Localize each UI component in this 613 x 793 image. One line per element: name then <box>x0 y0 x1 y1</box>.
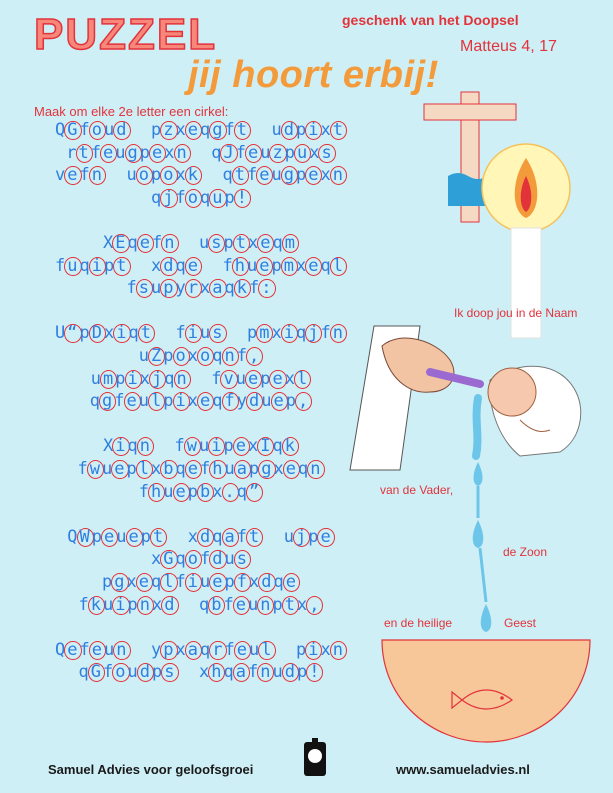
puzzle-line: U“pDxiqt fius pmxiqjfn <box>0 323 400 343</box>
puzzle-line: fuqipt xdqe fhuepmxeql <box>0 256 400 276</box>
puzzle-line: uZpoxoqnf, <box>0 346 400 366</box>
puzzle-line: qgfeulpixeqfyduep, <box>0 391 400 411</box>
puzzle-line: Qefeun ypxaqrfeul pixn <box>0 640 400 660</box>
gift-text: geschenk van het Doopsel <box>342 12 519 28</box>
puzzle-line: fwueplxbqefhuapgxeqn <box>0 459 400 479</box>
samuel-logo-icon <box>304 738 326 776</box>
instruction-text: Maak om elke 2e letter een cirkel: <box>34 104 229 119</box>
water-drops-icon <box>473 398 492 632</box>
footer-website[interactable]: www.samueladvies.nl <box>396 762 530 777</box>
puzzle-line: XEqefn usptxeqm <box>0 233 400 253</box>
puzzle-line: qGfoudps xhqafnudp! <box>0 662 400 682</box>
baptismal-font-icon <box>382 640 590 742</box>
puzzle-line: pgxeqlfiuepfxdqe <box>0 572 400 592</box>
puzzle-line: xGqofdus <box>0 549 400 569</box>
puzzle-line: fhuepbx.q” <box>0 482 400 502</box>
puzzle-line: QWpeuept xdqaft ujpe <box>0 527 400 547</box>
puzzle-line: qjfoqup! <box>0 188 400 208</box>
puzzle-line: Xiqn fwuipexIqk <box>0 436 400 456</box>
scripture-reference: Matteus 4, 17 <box>460 38 557 55</box>
baptism-label-spirit: Geest <box>504 616 537 630</box>
baptism-label-holy: en de heilige <box>384 616 453 630</box>
puzzle-line: fsupyrxaqkf: <box>0 278 400 298</box>
priest-hand-icon <box>350 326 480 470</box>
baby-icon <box>488 366 581 456</box>
footer-brand: Samuel Advies voor geloofsgroei <box>48 762 254 777</box>
page-title: PUZZEL <box>34 10 218 59</box>
puzzle-line: umpixjqn fvuepexl <box>0 369 400 389</box>
puzzle-line: QGfoud pzxeqgft udpixt <box>0 120 400 140</box>
puzzle-line: fkuipnxd qbfeunptx, <box>0 595 400 615</box>
baptism-label-son: de Zoon <box>503 545 548 559</box>
page-subtitle: jij hoort erbij! <box>188 54 439 96</box>
puzzle-line: rtfeugpexn qJfeuzpuxs <box>0 143 400 163</box>
baptism-label-father: van de Vader, <box>380 483 454 497</box>
baptism-label-name: Ik doop jou in de Naam <box>454 306 578 320</box>
puzzle-line: vefn uopoxk qtfeugpexn <box>0 165 400 185</box>
